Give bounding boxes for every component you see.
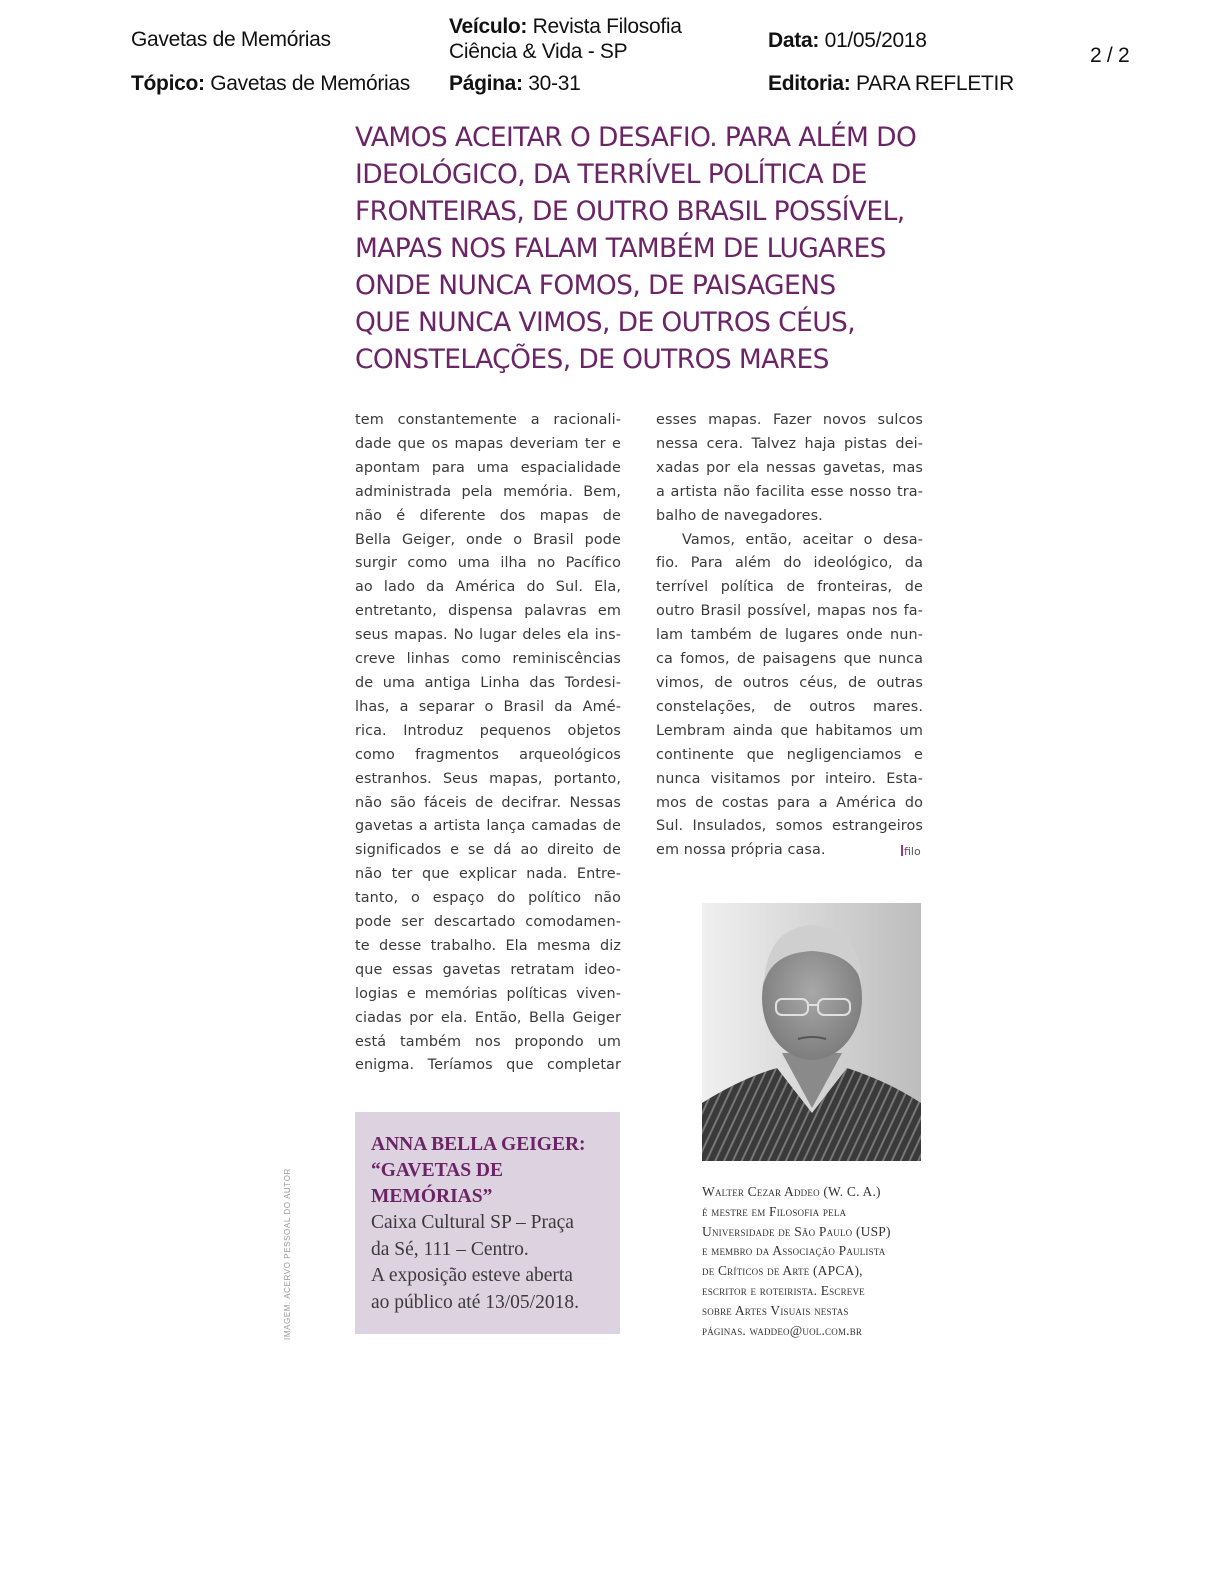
column-line: pode ser descartado comodamen- (355, 914, 621, 931)
column-line: como fragmentos arqueológicos (355, 746, 621, 763)
exhibition-detail-line: da Sé, 111 – Centro. (371, 1238, 529, 1260)
exhibition-title-line: ANNA BELLA GEIGER: (371, 1134, 586, 1155)
author-photo (702, 903, 921, 1161)
exhibition-detail-line: Caixa Cultural SP – Praça (371, 1212, 574, 1233)
article-pull-quote (355, 119, 945, 378)
column-line: lhas, a separar o Brasil da Amé- (355, 698, 621, 715)
column-line: não é diferente dos mapas de (355, 507, 621, 524)
clipping-editoria (768, 71, 1014, 96)
clipping-topic (131, 71, 410, 96)
column-line: ao lado da América do Sul. Ela, (355, 579, 621, 596)
column-line: nessa cera. Talvez haja pistas dei- (656, 435, 923, 452)
image-credit: IMAGEM: ACERVO PESSOAL DO AUTOR (283, 1168, 292, 1340)
column-line: não são fáceis de decifrar. Nessas (355, 794, 621, 811)
article-column-right (656, 409, 923, 863)
author-portrait-image (702, 903, 921, 1161)
column-line: gavetas a artista lança camadas de (355, 818, 621, 835)
pull-quote-line: MAPAS NOS FALAM TAMBÉM DE LUGARES (355, 233, 886, 264)
article-column-left (355, 409, 621, 1078)
column-line: a artista não facilita esse nosso tra- (656, 483, 923, 500)
column-line: balho de navegadores. (656, 507, 823, 524)
exhibition-title-line: MEMÓRIAS” (371, 1186, 493, 1207)
page-label: Página: (449, 72, 523, 95)
column-line: lam também de lugares onde nun- (656, 627, 923, 644)
column-line: esses mapas. Fazer novos sulcos (656, 412, 923, 428)
column-line: Bella Geiger, onde o Brasil pode (355, 531, 621, 548)
column-line: está também nos propondo um (355, 1033, 621, 1050)
column-line: significados e se dá ao direito de (355, 842, 621, 859)
pull-quote-line: VAMOS ACEITAR O DESAFIO. PARA ALÉM DO (355, 122, 917, 153)
column-line: apontam para uma espacialidade (355, 459, 621, 476)
column-line: logias e memórias políticas viven- (355, 985, 621, 1002)
column-line: enigma. Teríamos que completar (355, 1057, 621, 1074)
column-line: xadas por ela nessas gavetas, mas (656, 459, 923, 476)
column-line: tanto, o espaço do político não (355, 890, 621, 907)
column-line: surgir como uma ilha no Pacífico (355, 555, 621, 572)
column-line: continente que negligenciamos e (656, 746, 923, 763)
date-label: Data: (768, 29, 820, 52)
exhibition-title-line: “GAVETAS DE (371, 1160, 504, 1181)
bio-line: e membro da Associação Paulista (702, 1243, 886, 1259)
column-line: constelações, de outros mares. (656, 698, 923, 715)
column-line: estranhos. Seus mapas, portanto, (355, 770, 621, 787)
column-line: Lembram ainda que habitamos um (656, 722, 923, 739)
end-mark: filo (901, 845, 921, 858)
vehicle-value-line1: Revista Filosofia (532, 15, 682, 38)
bio-line: é mestre em Filosofia pela (702, 1203, 847, 1219)
column-line: ciadas por ela. Então, Bella Geiger (355, 1009, 621, 1026)
column-line: terrível política de fronteiras, de (656, 579, 923, 596)
author-bio (702, 1182, 942, 1340)
column-line: nunca visitamos por inteiro. Esta- (656, 770, 923, 787)
page-number: 2 / 2 (1090, 44, 1130, 67)
editoria-value: PARA REFLETIR (856, 72, 1014, 95)
column-line: fio. Para além do ideológico, da (656, 555, 923, 572)
bio-line: páginas. waddeo@uol.com.br (702, 1322, 863, 1338)
pull-quote-line: CONSTELAÇÕES, DE OUTROS MARES (355, 344, 829, 375)
clipping-page (449, 71, 581, 96)
vehicle-value-line2: Ciência & Vida - SP (449, 40, 628, 63)
bio-line: sobre Artes Visuais nestas (702, 1302, 849, 1318)
pull-quote-line: ONDE NUNCA FOMOS, DE PAISAGENS (355, 270, 836, 301)
exhibition-detail-line: ao público até 13/05/2018. (371, 1291, 579, 1313)
clipping-vehicle (449, 14, 749, 64)
column-line: tem constantemente a racionali- (355, 412, 621, 428)
exhibition-detail-line: A exposição esteve aberta (371, 1265, 573, 1286)
bio-line: Universidade de São Paulo (USP) (702, 1223, 891, 1239)
end-mark-bar (901, 845, 903, 856)
column-line: outro Brasil possível, mapas nos fa- (656, 603, 923, 620)
column-line: administrada pela memória. Bem, (355, 483, 621, 500)
column-line: Sul. Insulados, somos estrangeiros (656, 818, 923, 835)
clipping-date (768, 28, 927, 53)
exhibition-details (371, 1210, 604, 1316)
column-line: dade que os mapas deveriam ter e (355, 435, 621, 452)
pull-quote-line: IDEOLÓGICO, DA TERRÍVEL POLÍTICA DE (355, 159, 867, 190)
clipping-source: Gavetas de Memórias (131, 28, 331, 51)
topic-label: Tópico: (131, 72, 205, 95)
column-line: vimos, de outros céus, de outras (656, 674, 923, 691)
column-line: em nossa própria casa. (656, 842, 826, 859)
exhibition-info-box (355, 1112, 620, 1334)
column-line: de uma antiga Linha das Tordesi- (355, 674, 621, 691)
column-line: Vamos, então, aceitar o desa- (682, 531, 923, 548)
column-line: mos de costas para a América do (656, 794, 923, 811)
column-line: que essas gavetas retratam ideo- (355, 961, 621, 978)
column-line: não ter que explicar nada. Entre- (355, 866, 621, 883)
vehicle-label: Veículo: (449, 15, 528, 38)
column-line: te desse trabalho. Ela mesma diz (355, 937, 621, 954)
column-line: entretanto, dispensa palavras em (355, 603, 621, 620)
topic-value: Gavetas de Memórias (210, 72, 410, 95)
bio-line: de Críticos de Arte (APCA), (702, 1263, 863, 1279)
bio-line: escritor e roteirista. Escreve (702, 1282, 865, 1298)
page-value: 30-31 (528, 72, 581, 95)
exhibition-title (371, 1132, 604, 1210)
bio-line: Walter Cezar Addeo (W. C. A.) (702, 1184, 881, 1199)
column-line: seus mapas. No lugar deles ela ins- (355, 627, 621, 644)
column-line: rica. Introduz pequenos objetos (355, 722, 621, 739)
pull-quote-line: QUE NUNCA VIMOS, DE OUTROS CÉUS, (355, 307, 856, 338)
date-value: 01/05/2018 (824, 29, 927, 52)
column-line: creve linhas como reminiscências (355, 651, 621, 668)
editoria-label: Editoria: (768, 72, 851, 95)
column-line: ca fomos, de paisagens que nunca (656, 651, 923, 668)
pull-quote-line: FRONTEIRAS, DE OUTRO BRASIL POSSÍVEL, (355, 196, 905, 227)
